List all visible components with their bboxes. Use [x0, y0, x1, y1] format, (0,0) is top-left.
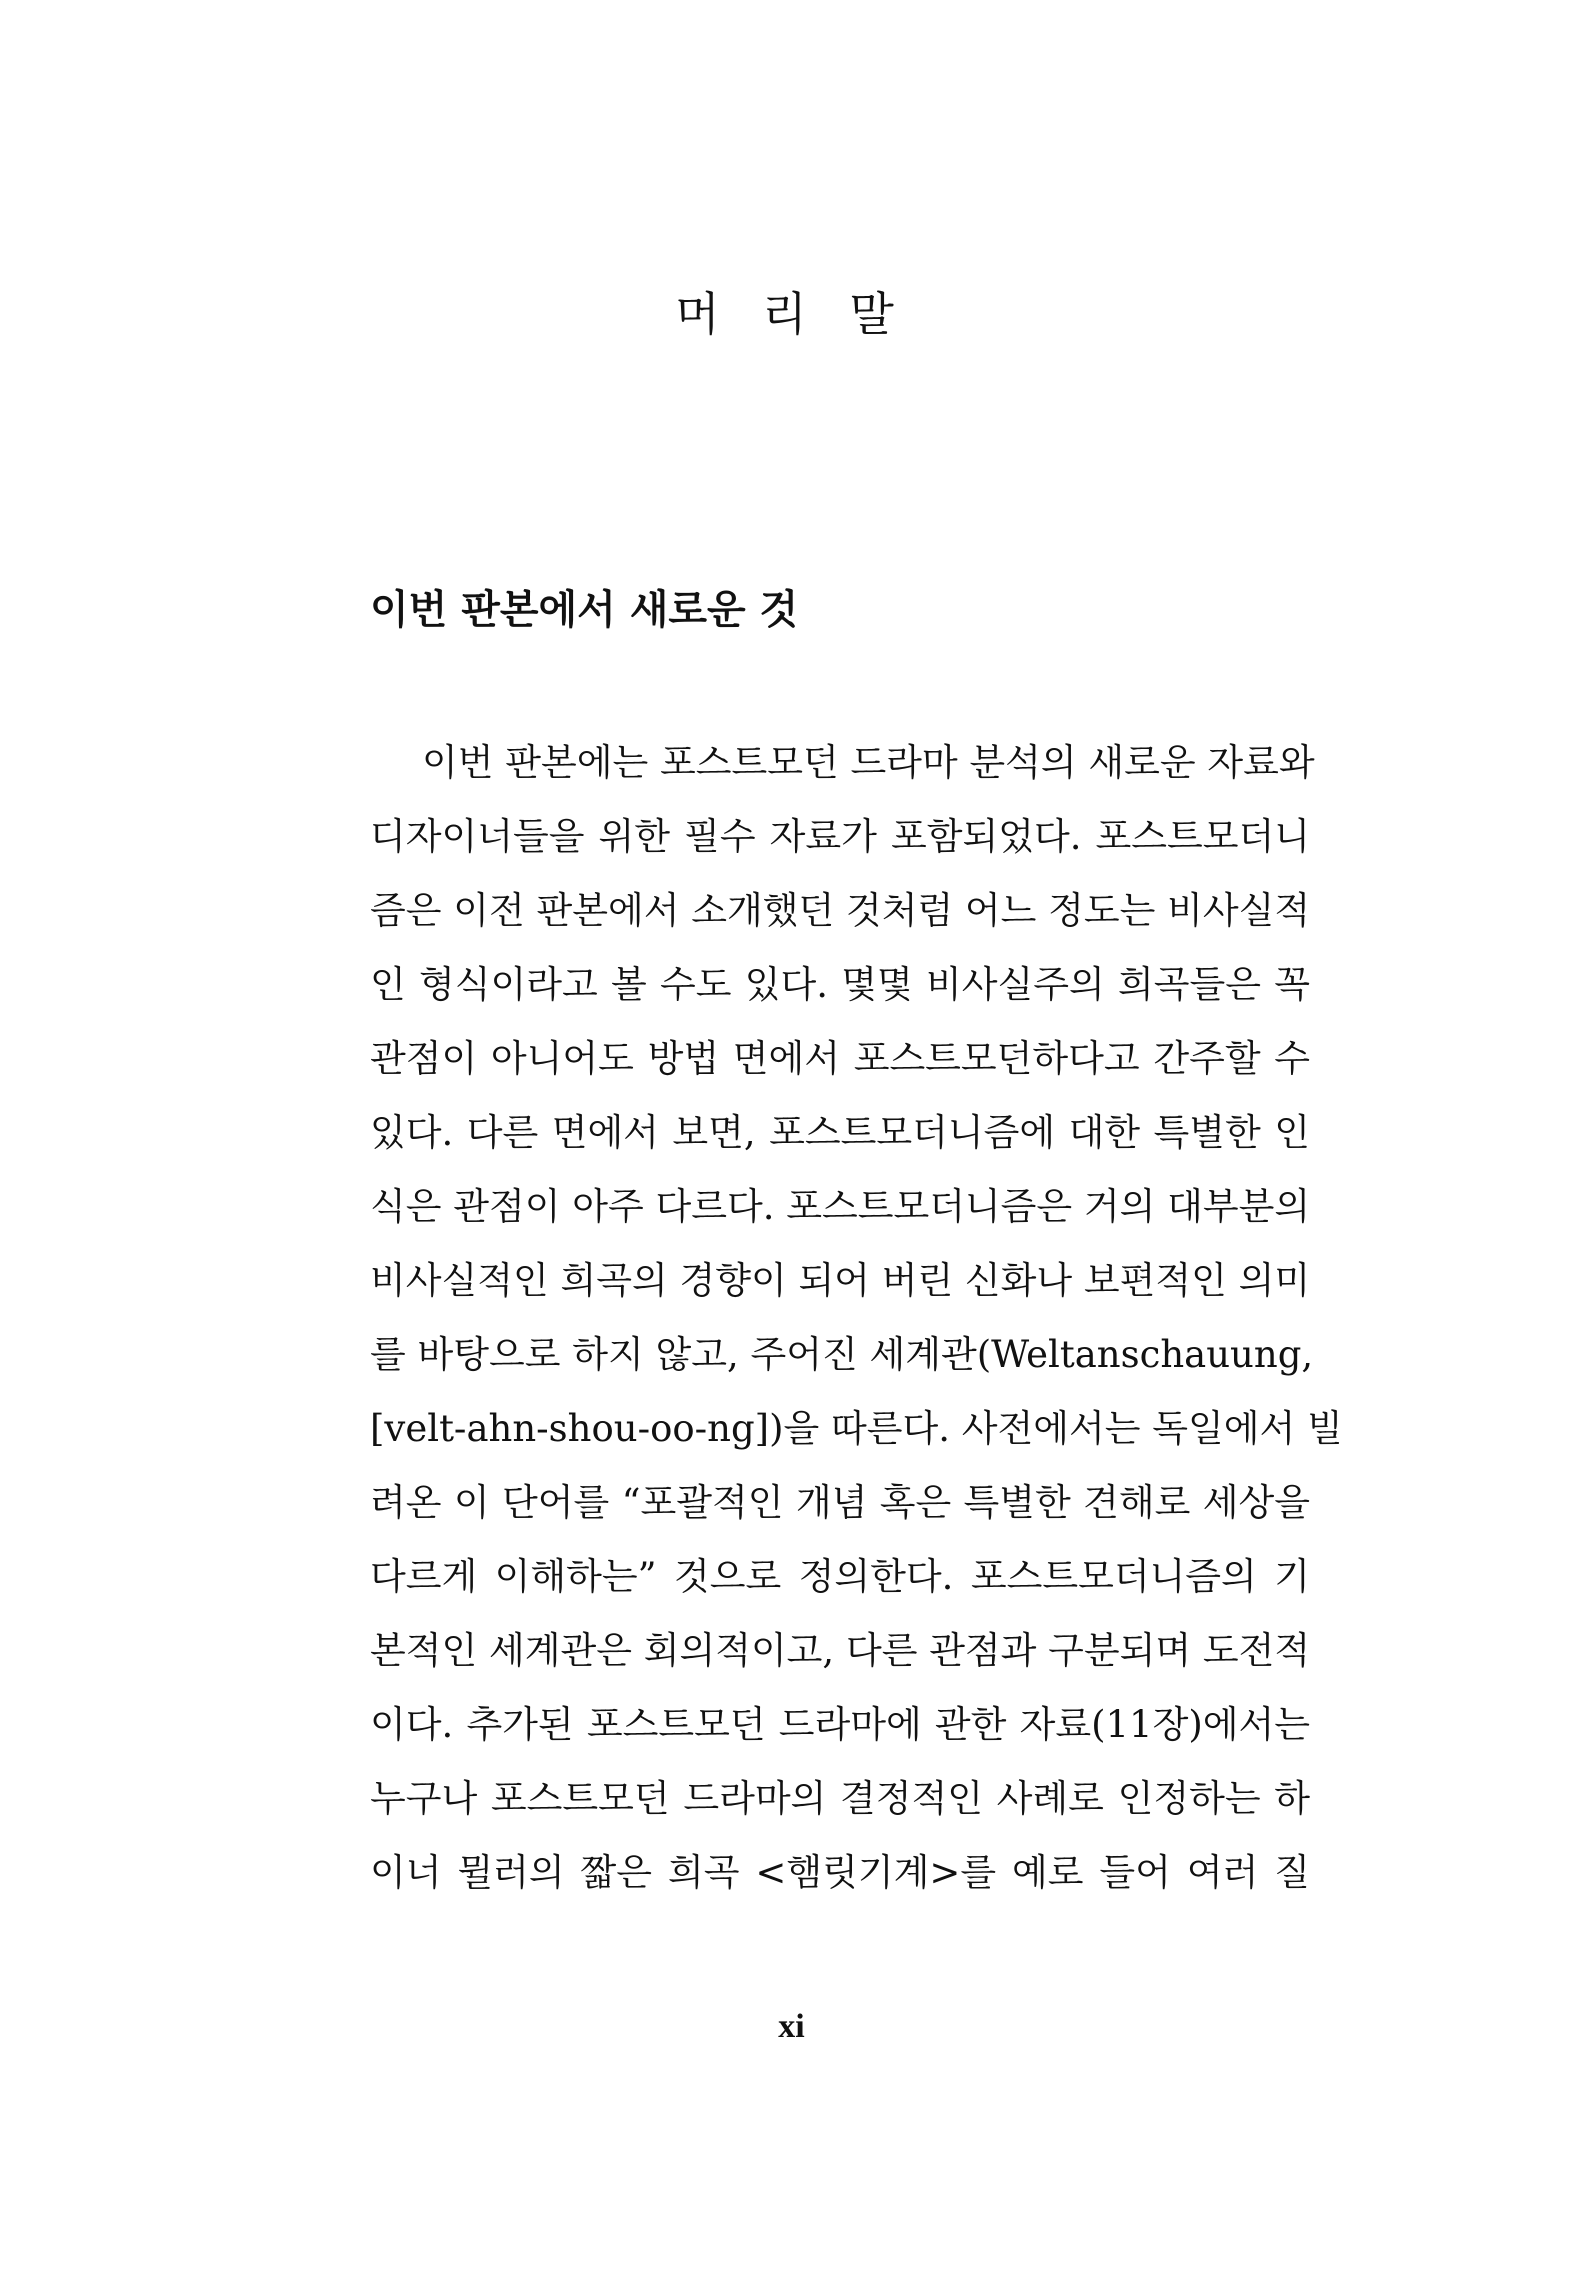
page-number: xi	[778, 2008, 805, 2045]
chapter-title: 머 리 말	[675, 287, 908, 341]
paragraph-line: 다르게 이해하는” 것으로 정의한다. 포스트모더니즘의 기	[370, 1555, 1310, 1598]
body-paragraph	[370, 726, 1343, 1910]
paragraph-line: 누구나 포스트모던 드라마의 결정적인 사례로 인정하는 하	[370, 1777, 1310, 1820]
paragraph-line: 이다. 추가된 포스트모던 드라마에 관한 자료(11장)에서는	[370, 1703, 1310, 1746]
paragraph-line: 식은 관점이 아주 다르다. 포스트모더니즘은 거의 대부분의	[370, 1185, 1311, 1228]
paragraph-line: 있다. 다른 면에서 보면, 포스트모더니즘에 대한 특별한 인	[370, 1111, 1310, 1154]
paragraph-line: [velt-ahn-shou-oo-ng])을 따른다. 사전에서는 독일에서 빌	[370, 1407, 1343, 1450]
paragraph-line: 관점이 아니어도 방법 면에서 포스트모던하다고 간주할 수	[370, 1037, 1310, 1080]
paragraph-line: 본적인 세계관은 회의적이고, 다른 관점과 구분되며 도전적	[370, 1629, 1311, 1672]
paragraph-line: 려온 이 단어를 “포괄적인 개념 혹은 특별한 견해로 세상을	[370, 1481, 1310, 1524]
paragraph-line: 이너 뮐러의 짧은 희곡 <햄릿기계>를 예로 들어 여러 질	[370, 1851, 1310, 1894]
paragraph-line: 인 형식이라고 볼 수도 있다. 몇몇 비사실주의 희곡들은 꼭	[370, 963, 1310, 1006]
section-heading: 이번 판본에서 새로운 것	[370, 587, 799, 633]
paragraph-line: 디자이너들을 위한 필수 자료가 포함되었다. 포스트모더니	[370, 815, 1310, 858]
paragraph-line: 즘은 이전 판본에서 소개했던 것처럼 어느 정도는 비사실적	[370, 889, 1311, 932]
paragraph-line: 를 바탕으로 하지 않고, 주어진 세계관(Weltanschauung,	[370, 1333, 1314, 1376]
paragraph-line: 이번 판본에는 포스트모던 드라마 분석의 새로운 자료와	[422, 741, 1315, 784]
paragraph-line: 비사실적인 희곡의 경향이 되어 버린 신화나 보편적인 의미	[370, 1259, 1311, 1302]
